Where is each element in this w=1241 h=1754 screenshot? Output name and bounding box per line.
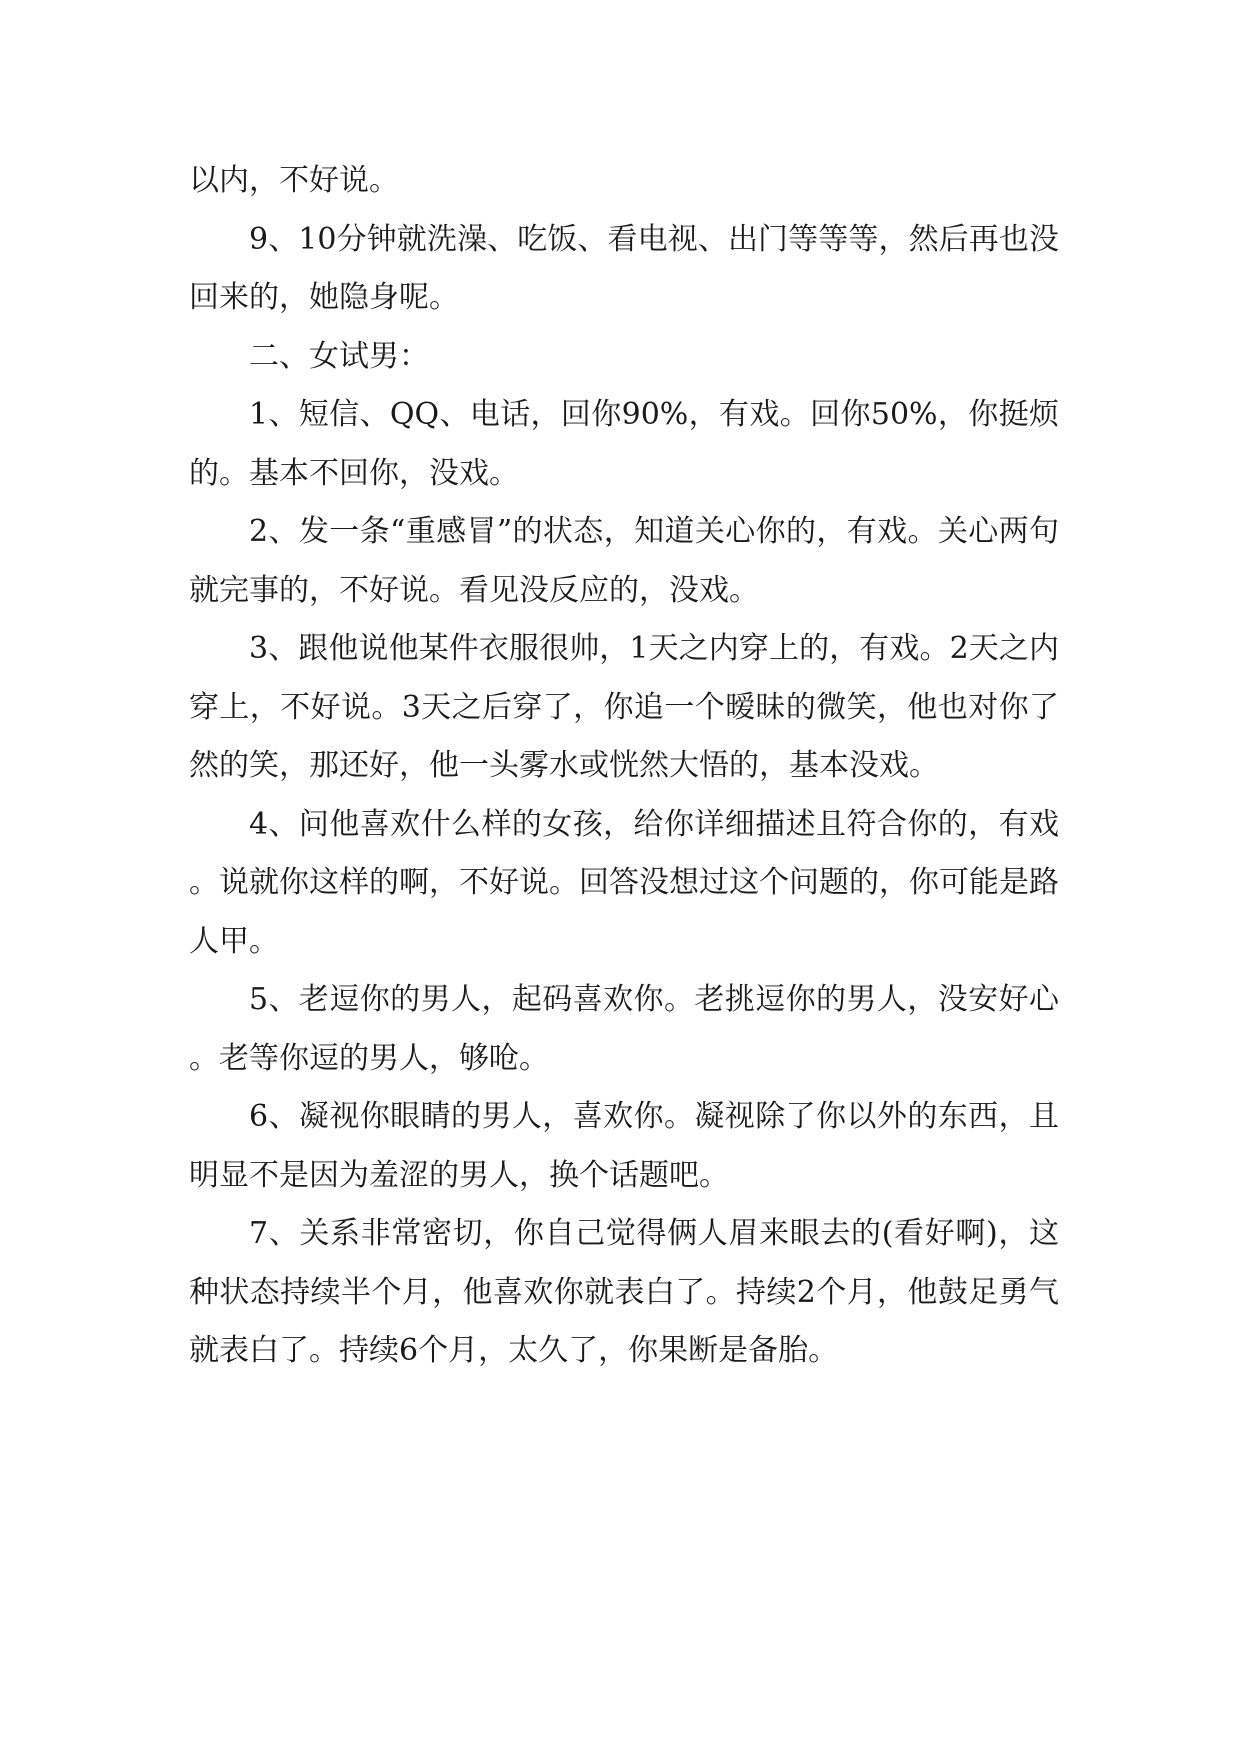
section-heading: 二、女试男： — [249, 338, 429, 374]
paragraph-item-3: 3、跟他说他某件衣服很帅，1天之内穿上的，有戏。2天之内穿上，不好说。3天之后穿了，你追一个暧昧的微笑，他也对你了然的笑，那还好，他一头雾水或恍然大悟的，基本没戏。 — [189, 631, 1059, 783]
paragraph-item-9: 9、10分钟就洗澡、吃饭、看电视、出门等等等，然后再也没回来的，她隐身呢。 — [189, 221, 1059, 315]
paragraph-continuation: 以内，不好说。 — [189, 163, 399, 198]
paragraph-item-5: 5、老逗你的男人，起码喜欢你。老挑逗你的男人，没安好心。老等你逗的男人，够呛。 — [189, 982, 1059, 1076]
document-body — [189, 152, 1059, 1381]
paragraph-item-1: 1、短信、QQ、电话，回你90%，有戏。回你50%，你挺烦的。基本不回你，没戏。 — [189, 397, 1059, 491]
paragraph-item-7: 7、关系非常密切，你自己觉得俩人眉来眼去的(看好啊)，这种状态持续半个月，他喜欢你就表白了。持续2个月，他鼓足勇气就表白了。持续6个月，太久了，你果断是备胎。 — [189, 1216, 1059, 1368]
paragraph-item-4: 4、问他喜欢什么样的女孩，给你详细描述且符合你的，有戏。说就你这样的啊，不好说。回答没想过这个问题的，你可能是路人甲。 — [189, 806, 1059, 959]
paragraph-item-2: 2、发一条“重感冒”的状态，知道关心你的，有戏。关心两句就完事的，不好说。看见没反应的，没戏。 — [189, 514, 1059, 608]
paragraph-item-6: 6、凝视你眼睛的男人，喜欢你。凝视除了你以外的东西，且明显不是因为羞涩的男人，换个话题吧。 — [189, 1099, 1059, 1193]
